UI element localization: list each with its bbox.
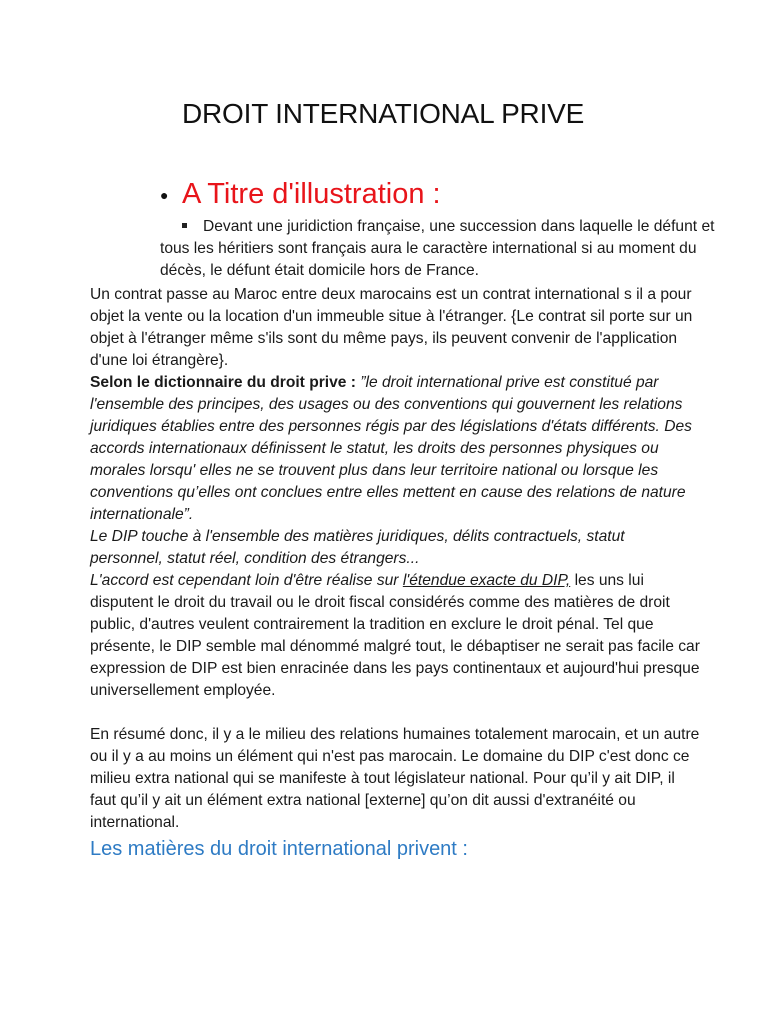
paragraph-contrat: Un contrat passe au Maroc entre deux marocains est un contrat international s il a pour objet la vente ou la location d'un immeuble situe à l'étranger. {Le contrat sil porte sur un objet à l'étranger même s'ils sont du même pays, ils peuvent convenir de l'application d'une loi étrangère}.: [90, 286, 693, 369]
subheading: Les matières du droit international privent :: [90, 838, 468, 860]
paragraph-dip-touche: Le DIP touche à l'ensemble des matières juridiques, délits contractuels, statut personnel, statut réel, condition des étrangers...: [90, 528, 625, 567]
paragraph-spacer: [90, 702, 700, 724]
paragraph-dictionnaire: [90, 372, 700, 526]
section-heading-text: A Titre d'illustration :: [182, 178, 441, 210]
accord-underlined: l'étendue exacte du DIP,: [402, 572, 571, 589]
document-title: DROIT INTERNATIONAL PRIVE: [182, 98, 585, 129]
body-text: [90, 284, 700, 834]
section-heading: [160, 178, 441, 211]
accord-italic: L'accord est cependant loin d'être réalise sur: [90, 572, 403, 589]
bullet-text: Devant une juridiction française, une succession dans laquelle le défunt et tous les héritiers sont français aura le caractère international si au moment du décès, le défunt était domicile hors de France.: [160, 218, 715, 279]
accord-rest: les uns lui disputent le droit du travail ou le droit fiscal considérés comme des matières de droit public, d'autres veulent contrairement la tradition en exclure le droit pénal. Tel que présente, le DIP semble mal dénommé malgré tout, le débaptiser ne serait pas facile car expression de DIP est bien enracinée dans les pays continentaux et aujourd'hui presque universellement employée.: [90, 572, 700, 699]
round-bullet-icon: ●: [160, 187, 169, 204]
paragraph-accord: [90, 570, 700, 702]
bullet-item: [160, 216, 720, 282]
paragraph-resume: En résumé donc, il y a le milieu des relations humaines totalement marocain, et un autre ou il y a au moins un élément qui n'est pas marocain. Le domaine du DIP c'est donc ce milieu extra national qui se manifeste à tout législateur national. Pour qu’il y ait DIP, il faut qu’il y ait un élément extra national [externe] qu’on dit aussi d'extranéité ou international.: [90, 726, 700, 831]
square-bullet-icon: [182, 223, 187, 228]
dictionnaire-label: Selon le dictionnaire du droit prive :: [90, 374, 356, 391]
dictionnaire-quote: ”le droit international prive est constitué par l'ensemble des principes, des usages ou des conventions qui gouvernent les relations juridiques établies entre des personnes régis par des législations d'états différents. Des accords internationaux définissent le statut, les droits des personnes physiques ou morales lorsqu' elles ne se trouvent plus dans leur territoire national ou lorsque les conventions qu’elles ont conclues entre elles mettent en cause des relations de nature internationale”.: [90, 374, 692, 523]
